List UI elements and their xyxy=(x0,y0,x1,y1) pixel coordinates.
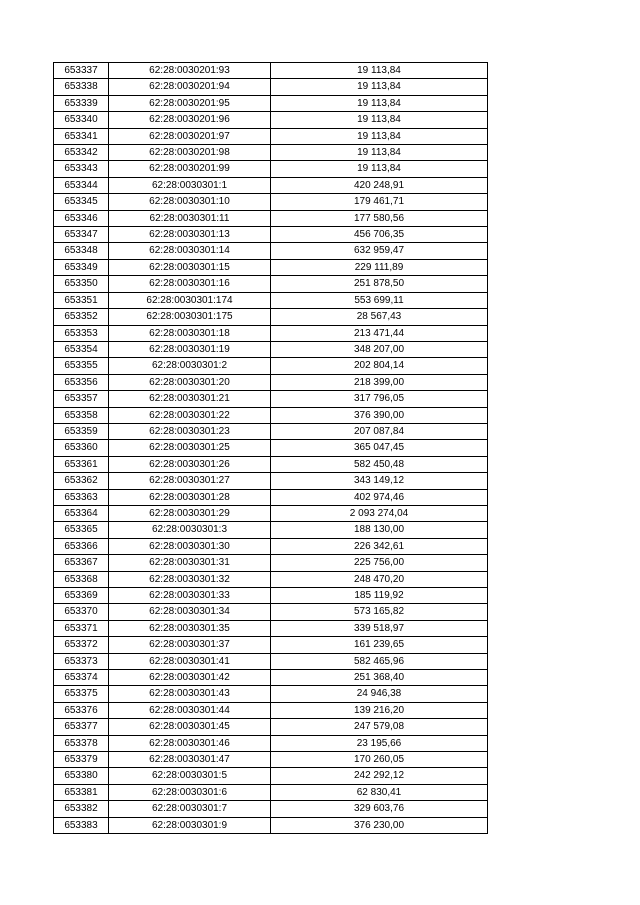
row-number-cell: 653341 xyxy=(54,128,109,144)
table-row xyxy=(54,374,488,390)
cadastral-number-cell: 62:28:0030301:7 xyxy=(109,801,271,817)
cadastral-number-cell: 62:28:0030201:94 xyxy=(109,79,271,95)
row-number-cell: 653360 xyxy=(54,440,109,456)
row-number-cell: 653359 xyxy=(54,423,109,439)
value-cell: 24 946,38 xyxy=(271,686,488,702)
cadastral-number-cell: 62:28:0030301:43 xyxy=(109,686,271,702)
table-row xyxy=(54,686,488,702)
row-number-cell: 653368 xyxy=(54,571,109,587)
table-row xyxy=(54,440,488,456)
row-number-cell: 653369 xyxy=(54,588,109,604)
row-number-cell: 653351 xyxy=(54,292,109,308)
value-cell: 213 471,44 xyxy=(271,325,488,341)
row-number-cell: 653373 xyxy=(54,653,109,669)
value-cell: 317 796,05 xyxy=(271,391,488,407)
cadastral-number-cell: 62:28:0030201:93 xyxy=(109,63,271,79)
row-number-cell: 653381 xyxy=(54,784,109,800)
row-number-cell: 653370 xyxy=(54,604,109,620)
table-row xyxy=(54,358,488,374)
table-row xyxy=(54,604,488,620)
value-cell: 19 113,84 xyxy=(271,112,488,128)
cadastral-number-cell: 62:28:0030201:97 xyxy=(109,128,271,144)
value-cell: 376 230,00 xyxy=(271,817,488,833)
cadastral-number-cell: 62:28:0030201:99 xyxy=(109,161,271,177)
row-number-cell: 653358 xyxy=(54,407,109,423)
cadastral-number-cell: 62:28:0030301:31 xyxy=(109,555,271,571)
value-cell: 19 113,84 xyxy=(271,63,488,79)
row-number-cell: 653361 xyxy=(54,456,109,472)
row-number-cell: 653376 xyxy=(54,702,109,718)
value-cell: 339 518,97 xyxy=(271,620,488,636)
cadastral-number-cell: 62:28:0030301:44 xyxy=(109,702,271,718)
table-row xyxy=(54,637,488,653)
table-row xyxy=(54,276,488,292)
cadastral-number-cell: 62:28:0030301:30 xyxy=(109,538,271,554)
cadastral-number-cell: 62:28:0030301:16 xyxy=(109,276,271,292)
value-cell: 19 113,84 xyxy=(271,128,488,144)
cadastral-number-cell: 62:28:0030301:174 xyxy=(109,292,271,308)
table-row xyxy=(54,292,488,308)
cadastral-number-cell: 62:28:0030301:2 xyxy=(109,358,271,374)
row-number-cell: 653375 xyxy=(54,686,109,702)
value-cell: 329 603,76 xyxy=(271,801,488,817)
table-row xyxy=(54,456,488,472)
value-cell: 207 087,84 xyxy=(271,423,488,439)
value-cell: 170 260,05 xyxy=(271,752,488,768)
cadastral-number-cell: 62:28:0030301:34 xyxy=(109,604,271,620)
row-number-cell: 653343 xyxy=(54,161,109,177)
table-row xyxy=(54,194,488,210)
row-number-cell: 653374 xyxy=(54,670,109,686)
cadastral-number-cell: 62:28:0030301:29 xyxy=(109,505,271,521)
table-row xyxy=(54,735,488,751)
row-number-cell: 653354 xyxy=(54,341,109,357)
cadastral-number-cell: 62:28:0030301:47 xyxy=(109,752,271,768)
cadastral-number-cell: 62:28:0030301:13 xyxy=(109,227,271,243)
table-row xyxy=(54,325,488,341)
table-row xyxy=(54,259,488,275)
row-number-cell: 653347 xyxy=(54,227,109,243)
table-body xyxy=(54,63,488,834)
value-cell: 248 470,20 xyxy=(271,571,488,587)
row-number-cell: 653364 xyxy=(54,505,109,521)
value-cell: 251 368,40 xyxy=(271,670,488,686)
value-cell: 19 113,84 xyxy=(271,79,488,95)
table-row xyxy=(54,243,488,259)
cadastral-number-cell: 62:28:0030301:41 xyxy=(109,653,271,669)
table-row xyxy=(54,407,488,423)
table-row xyxy=(54,341,488,357)
value-cell: 23 195,66 xyxy=(271,735,488,751)
row-number-cell: 653363 xyxy=(54,489,109,505)
table-row xyxy=(54,145,488,161)
row-number-cell: 653339 xyxy=(54,95,109,111)
cadastral-number-cell: 62:28:0030301:10 xyxy=(109,194,271,210)
value-cell: 28 567,43 xyxy=(271,309,488,325)
value-cell: 573 165,82 xyxy=(271,604,488,620)
value-cell: 19 113,84 xyxy=(271,161,488,177)
table-row xyxy=(54,817,488,833)
row-number-cell: 653383 xyxy=(54,817,109,833)
value-cell: 2 093 274,04 xyxy=(271,505,488,521)
value-cell: 226 342,61 xyxy=(271,538,488,554)
cadastral-number-cell: 62:28:0030301:18 xyxy=(109,325,271,341)
row-number-cell: 653344 xyxy=(54,177,109,193)
table-row xyxy=(54,177,488,193)
table-row xyxy=(54,670,488,686)
row-number-cell: 653350 xyxy=(54,276,109,292)
cadastral-number-cell: 62:28:0030301:6 xyxy=(109,784,271,800)
cadastral-number-cell: 62:28:0030301:35 xyxy=(109,620,271,636)
table-row xyxy=(54,227,488,243)
table-row xyxy=(54,768,488,784)
row-number-cell: 653356 xyxy=(54,374,109,390)
cadastral-number-cell: 62:28:0030301:175 xyxy=(109,309,271,325)
cadastral-number-cell: 62:28:0030301:28 xyxy=(109,489,271,505)
cadastral-number-cell: 62:28:0030301:19 xyxy=(109,341,271,357)
table-row xyxy=(54,423,488,439)
value-cell: 218 399,00 xyxy=(271,374,488,390)
value-cell: 582 465,96 xyxy=(271,653,488,669)
row-number-cell: 653362 xyxy=(54,473,109,489)
cadastral-number-cell: 62:28:0030301:33 xyxy=(109,588,271,604)
row-number-cell: 653379 xyxy=(54,752,109,768)
row-number-cell: 653365 xyxy=(54,522,109,538)
cadastral-number-cell: 62:28:0030301:42 xyxy=(109,670,271,686)
cadastral-number-cell: 62:28:0030301:5 xyxy=(109,768,271,784)
table-row xyxy=(54,489,488,505)
cadastral-number-cell: 62:28:0030301:1 xyxy=(109,177,271,193)
value-cell: 185 119,92 xyxy=(271,588,488,604)
cadastral-number-cell: 62:28:0030301:37 xyxy=(109,637,271,653)
table-row xyxy=(54,522,488,538)
row-number-cell: 653342 xyxy=(54,145,109,161)
value-cell: 19 113,84 xyxy=(271,145,488,161)
table-row xyxy=(54,752,488,768)
row-number-cell: 653345 xyxy=(54,194,109,210)
cadastral-number-cell: 62:28:0030301:25 xyxy=(109,440,271,456)
table-row xyxy=(54,210,488,226)
row-number-cell: 653349 xyxy=(54,259,109,275)
value-cell: 202 804,14 xyxy=(271,358,488,374)
value-cell: 553 699,11 xyxy=(271,292,488,308)
table-row xyxy=(54,161,488,177)
value-cell: 225 756,00 xyxy=(271,555,488,571)
row-number-cell: 653371 xyxy=(54,620,109,636)
table-row xyxy=(54,801,488,817)
cadastral-number-cell: 62:28:0030201:98 xyxy=(109,145,271,161)
value-cell: 179 461,71 xyxy=(271,194,488,210)
table-row xyxy=(54,538,488,554)
table-row xyxy=(54,112,488,128)
value-cell: 582 450,48 xyxy=(271,456,488,472)
table-row xyxy=(54,79,488,95)
cadastral-number-cell: 62:28:0030301:46 xyxy=(109,735,271,751)
cadastral-number-cell: 62:28:0030301:11 xyxy=(109,210,271,226)
table-row xyxy=(54,702,488,718)
table-row xyxy=(54,784,488,800)
value-cell: 402 974,46 xyxy=(271,489,488,505)
table-row xyxy=(54,588,488,604)
table-row xyxy=(54,505,488,521)
value-cell: 161 239,65 xyxy=(271,637,488,653)
data-table xyxy=(53,62,488,834)
cadastral-number-cell: 62:28:0030301:32 xyxy=(109,571,271,587)
cadastral-number-cell: 62:28:0030301:14 xyxy=(109,243,271,259)
value-cell: 632 959,47 xyxy=(271,243,488,259)
table-row xyxy=(54,128,488,144)
value-cell: 251 878,50 xyxy=(271,276,488,292)
row-number-cell: 653372 xyxy=(54,637,109,653)
table-row xyxy=(54,653,488,669)
cadastral-number-cell: 62:28:0030301:15 xyxy=(109,259,271,275)
value-cell: 242 292,12 xyxy=(271,768,488,784)
value-cell: 188 130,00 xyxy=(271,522,488,538)
row-number-cell: 653357 xyxy=(54,391,109,407)
row-number-cell: 653380 xyxy=(54,768,109,784)
table-row xyxy=(54,719,488,735)
table-row xyxy=(54,473,488,489)
value-cell: 456 706,35 xyxy=(271,227,488,243)
row-number-cell: 653340 xyxy=(54,112,109,128)
cadastral-number-cell: 62:28:0030301:20 xyxy=(109,374,271,390)
cadastral-number-cell: 62:28:0030301:21 xyxy=(109,391,271,407)
cadastral-number-cell: 62:28:0030201:95 xyxy=(109,95,271,111)
row-number-cell: 653348 xyxy=(54,243,109,259)
cadastral-number-cell: 62:28:0030301:45 xyxy=(109,719,271,735)
row-number-cell: 653377 xyxy=(54,719,109,735)
table-row xyxy=(54,571,488,587)
table-row xyxy=(54,391,488,407)
value-cell: 348 207,00 xyxy=(271,341,488,357)
row-number-cell: 653352 xyxy=(54,309,109,325)
cadastral-number-cell: 62:28:0030301:9 xyxy=(109,817,271,833)
value-cell: 376 390,00 xyxy=(271,407,488,423)
table-row xyxy=(54,555,488,571)
row-number-cell: 653337 xyxy=(54,63,109,79)
value-cell: 247 579,08 xyxy=(271,719,488,735)
table-row xyxy=(54,95,488,111)
row-number-cell: 653355 xyxy=(54,358,109,374)
table-row xyxy=(54,63,488,79)
row-number-cell: 653338 xyxy=(54,79,109,95)
value-cell: 365 047,45 xyxy=(271,440,488,456)
cadastral-number-cell: 62:28:0030201:96 xyxy=(109,112,271,128)
value-cell: 177 580,56 xyxy=(271,210,488,226)
cadastral-number-cell: 62:28:0030301:26 xyxy=(109,456,271,472)
row-number-cell: 653346 xyxy=(54,210,109,226)
value-cell: 343 149,12 xyxy=(271,473,488,489)
row-number-cell: 653366 xyxy=(54,538,109,554)
row-number-cell: 653353 xyxy=(54,325,109,341)
value-cell: 62 830,41 xyxy=(271,784,488,800)
value-cell: 229 111,89 xyxy=(271,259,488,275)
cadastral-number-cell: 62:28:0030301:27 xyxy=(109,473,271,489)
value-cell: 420 248,91 xyxy=(271,177,488,193)
row-number-cell: 653367 xyxy=(54,555,109,571)
cadastral-number-cell: 62:28:0030301:23 xyxy=(109,423,271,439)
table-row xyxy=(54,309,488,325)
cadastral-number-cell: 62:28:0030301:22 xyxy=(109,407,271,423)
row-number-cell: 653378 xyxy=(54,735,109,751)
table-row xyxy=(54,620,488,636)
cadastral-number-cell: 62:28:0030301:3 xyxy=(109,522,271,538)
value-cell: 139 216,20 xyxy=(271,702,488,718)
value-cell: 19 113,84 xyxy=(271,95,488,111)
row-number-cell: 653382 xyxy=(54,801,109,817)
